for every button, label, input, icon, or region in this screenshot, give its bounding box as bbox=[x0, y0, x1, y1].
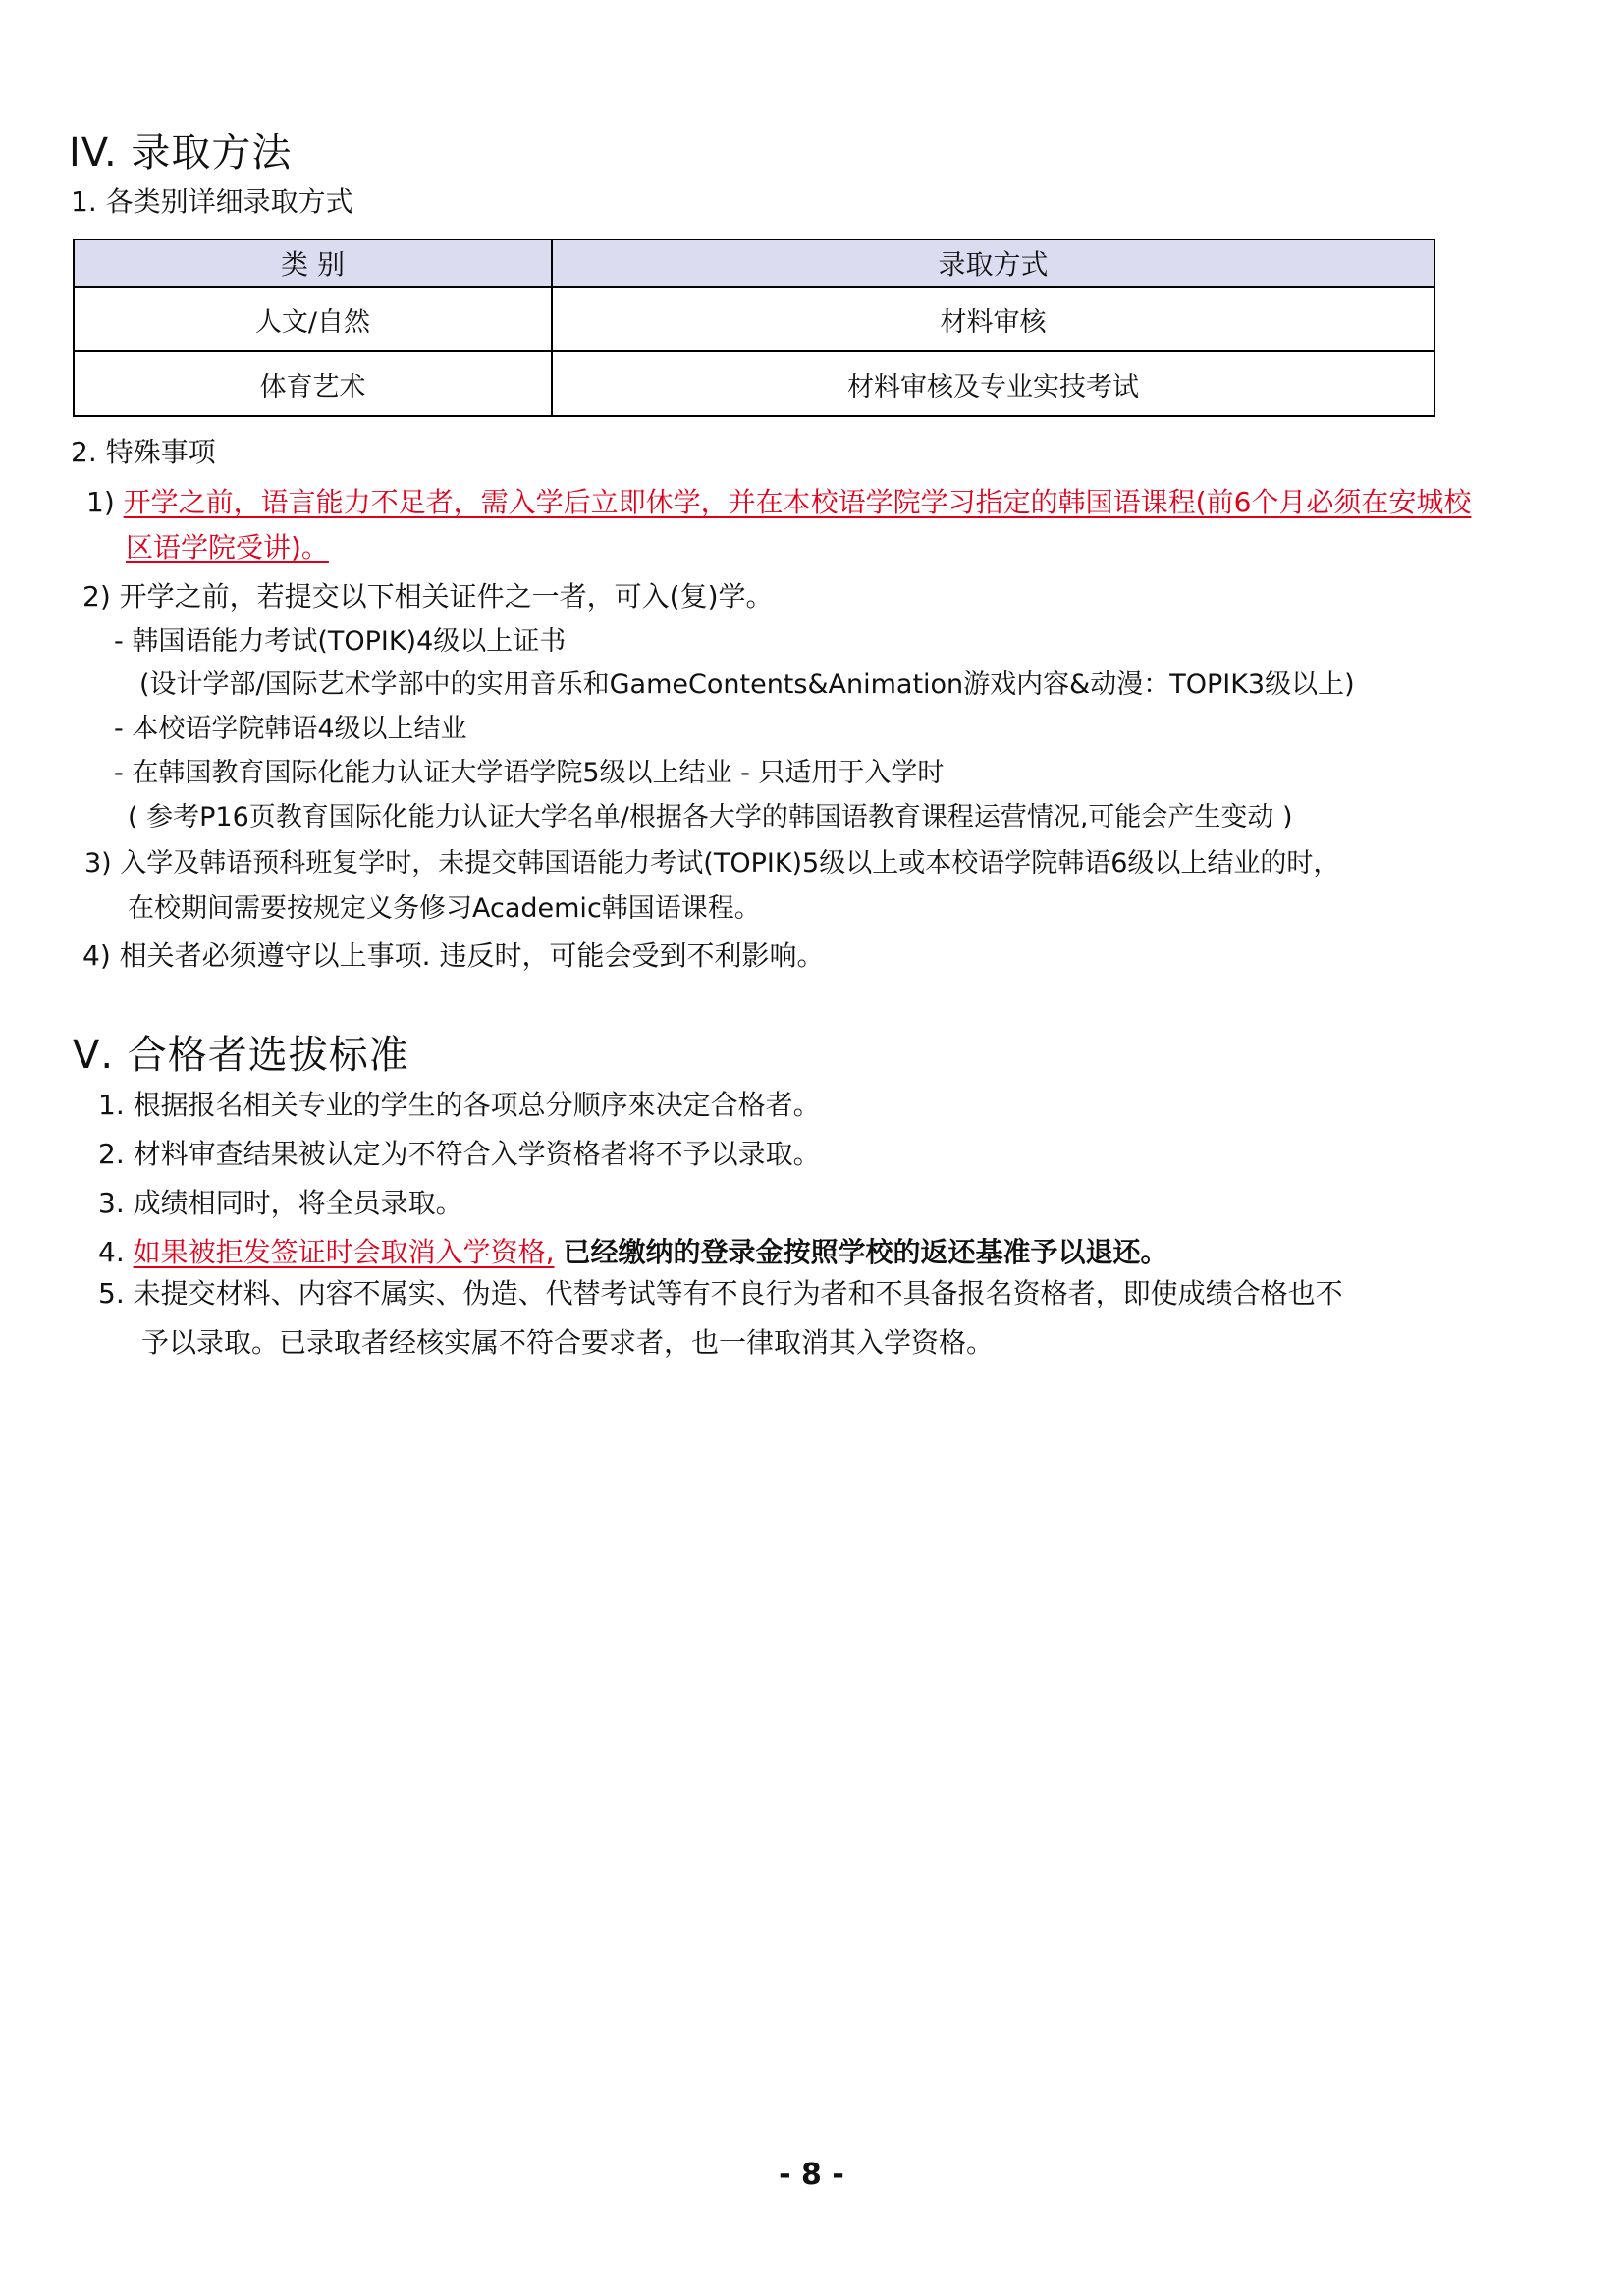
criteria-item-3: 3. 成绩相同时，将全员录取。 bbox=[98, 1187, 463, 1219]
special-item-1 bbox=[86, 485, 1471, 520]
section-4-title: IV. 录取方法 bbox=[69, 131, 293, 176]
table-header-row bbox=[74, 240, 1434, 287]
criteria-item-4-number: 4. bbox=[98, 1236, 125, 1268]
table-cell: 材料审核 bbox=[552, 287, 1434, 351]
criteria-item-4-red-text: 如果被拒发签证时会取消入学资格, bbox=[133, 1236, 555, 1268]
special-item-1-text-2: 区语学院受讲)。 bbox=[126, 531, 329, 563]
criteria-item-5-continued: 予以录取。已录取者经核实属不符合要求者，也一律取消其入学资格。 bbox=[141, 1326, 995, 1359]
table-header-category: 类 别 bbox=[74, 240, 552, 287]
special-item-2-a-note: (设计学部/国际艺术学部中的实用音乐和GameContents&Animation游戏内容&动漫：TOPIK3级以上) bbox=[139, 669, 1355, 700]
special-item-3-continued: 在校期间需要按规定义务修习Academic韩国语课程。 bbox=[128, 893, 761, 924]
special-item-2-c-note: ( 参考P16页教育国际化能力认证大学名单/根据各大学的韩国语教育课程运营情况,可能会产生变动 ) bbox=[128, 802, 1293, 832]
special-item-2-b: - 本校语学院韩语4级以上结业 bbox=[114, 714, 467, 744]
special-item-3: 3) 入学及韩语预科班复学时，未提交韩国语能力考试(TOPIK)5级以上或本校语学院韩语6级以上结业的时， bbox=[84, 848, 1340, 879]
section-5-title: Ⅴ. 合格者选拔标准 bbox=[73, 1033, 409, 1078]
special-item-2-a: - 韩国语能力考试(TOPIK)4级以上证书 bbox=[114, 626, 567, 657]
criteria-item-5: 5. 未提交材料、内容不属实、伪造、代替考试等有不良行为者和不具备报名资格者，即使成绩合格也不 bbox=[98, 1277, 1343, 1309]
criteria-item-2: 2. 材料审查结果被认定为不符合入学资格者将不予以录取。 bbox=[98, 1138, 821, 1170]
subsection-2-title: 2. 特殊事项 bbox=[71, 436, 216, 468]
special-item-2: 2) 开学之前，若提交以下相关证件之一者，可入(复)学。 bbox=[82, 580, 774, 613]
table-header-method: 录取方式 bbox=[552, 240, 1434, 287]
table-cell: 人文/自然 bbox=[74, 287, 552, 351]
table-cell: 材料审核及专业实技考试 bbox=[552, 351, 1434, 416]
special-item-1-number: 1) bbox=[86, 486, 115, 518]
criteria-item-4 bbox=[98, 1235, 1167, 1270]
special-item-1-continued bbox=[126, 530, 329, 565]
special-item-1-text: 开学之前，语言能力不足者，需入学后立即休学，并在本校语学院学习指定的韩国语课程(前6个月必须在安城校 bbox=[123, 486, 1472, 518]
criteria-item-1: 1. 根据报名相关专业的学生的各项总分顺序來决定合格者。 bbox=[98, 1089, 821, 1121]
special-item-4: 4) 相关者必须遵守以上事项. 违反时，可能会受到不利影响。 bbox=[82, 939, 825, 972]
page-number: - 8 - bbox=[779, 2158, 844, 2192]
table-row bbox=[74, 351, 1434, 416]
table-cell: 体育艺术 bbox=[74, 351, 552, 416]
special-item-2-c: - 在韩国教育国际化能力认证大学语学院5级以上结业 - 只适用于入学时 bbox=[114, 758, 945, 788]
table-row bbox=[74, 287, 1434, 351]
subsection-1-title: 1. 各类别详细录取方式 bbox=[71, 186, 353, 218]
admission-method-table bbox=[73, 239, 1435, 417]
criteria-item-4-bold-text: 已经缴纳的登录金按照学校的返还基准予以退还。 bbox=[563, 1236, 1168, 1268]
